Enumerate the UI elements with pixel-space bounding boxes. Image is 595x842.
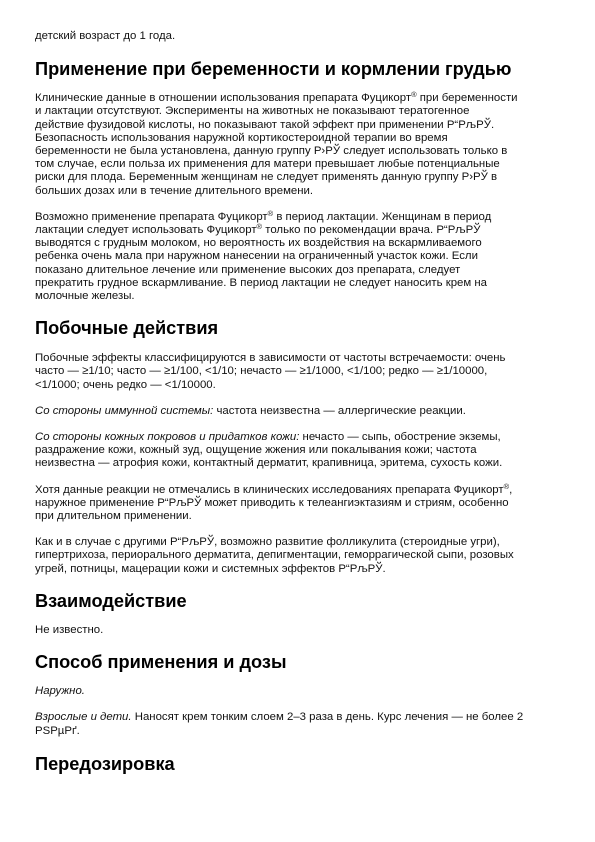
side-effects-paragraph-1: Побочные эффекты классифицируются в зависимости от частоты встречаемости: очень часто — ≥1/10; часто — ≥1/100, <1/10; нечасто — ≥1/1000, <1/100; редко — ≥1/10000, <1/1000; очень редко — <1/10000.	[35, 352, 506, 391]
immune-system-label: Со стороны иммунной системы:	[35, 404, 214, 417]
side-effects-p4-text-a: Хотя данные реакции не отмечались в клинических исследованиях препарата Фуцикорт	[35, 483, 504, 496]
side-effects-immune	[35, 405, 563, 418]
registered-mark: ®	[267, 208, 274, 218]
dosage-route: Наружно.	[35, 685, 85, 698]
adults-label: Взрослые и дети.	[35, 711, 132, 724]
side-effects-paragraph-5: Как и в случае с другими Р“РљРЎ, возможно развитие фолликулита (стероидные угри), гипертрихоза, периорального дерматита, депигментации, геморрагической сыпи, розовых угрей, потницы, мацерации кожи и системных эффектов Р“РљРЎ.	[35, 536, 514, 575]
pregnancy-p2-text-c: только по рекомендации врача. Р“РљРЎ выводятся с грудным молоком, но вероятность их воздействия на вскармливаемого ребенка очень мала при наружном нанесении на ограниченный участок кожи. Если показано длительное лечение или применение высоких доз препарата, следует прекратить грудное вскармливание. В период лактации не следует наносить крем на молочные железы.	[35, 224, 487, 303]
document-page	[35, 24, 563, 775]
skin-text: нечасто — сыпь, обострение экземы, раздражение кожи, кожный зуд, ощущение жжения или покалывания кожи; частота неизвестна — атрофия кожи, контактный дерматит, крапивница, эритема, сухость кожи.	[35, 431, 503, 470]
dosage-adults	[35, 711, 563, 737]
registered-mark: ®	[503, 481, 510, 491]
adults-text: Наносят крем тонким слоем 2–3 раза в день. Курс лечения — не более 2 РЅРµРґ.	[35, 711, 524, 737]
side-effects-p4-text-b: , наружное применение Р“РљРЎ может приводить к телеангиэктазиям и стриям, особенно при длительном применении.	[35, 483, 513, 523]
immune-system-text: частота неизвестна — аллергические реакции.	[213, 404, 466, 417]
side-effects-paragraph-4	[35, 481, 563, 524]
pregnancy-p2-text-a: Возможно применение препарата Фуцикорт	[35, 210, 268, 223]
section-heading-pregnancy: Применение при беременности и кормлении грудью	[35, 59, 512, 80]
section-heading-overdose: Передозировка	[35, 753, 175, 774]
section-heading-dosage: Способ применения и дозы	[35, 652, 287, 673]
pregnancy-p1-text-a: Клинические данные в отношении использования препарата Фуцикорт	[35, 92, 412, 105]
section-heading-interaction: Взаимодействие	[35, 590, 187, 611]
section-heading-side-effects: Побочные действия	[35, 318, 219, 339]
interaction-text: Не известно.	[35, 623, 104, 636]
pregnancy-paragraph-1	[35, 92, 563, 198]
pregnancy-p1-text-b: при беременности и лактации отсутствуют. Эксперименты на животных не показывают тератогенное действие фузидовой кислоты, но показывают такой эффект при применении Р“РљРЎ. Безопасность использования наружной кортикостероидной терапии во время беременности не была установлена, данную группу Р›РЎ следует использовать только в том случае, если польза их применения для матери превышает любые потенциальные риски для плода. Беременным женщинам не следует применять данную группу Р›РЎ в больших дозах или в течение длительного времени.	[35, 92, 518, 197]
side-effects-skin	[35, 431, 563, 471]
skin-label: Со стороны кожных покровов и придатков кожи:	[35, 431, 300, 444]
registered-mark: ®	[411, 90, 417, 100]
registered-mark: ®	[256, 222, 263, 232]
pregnancy-paragraph-2	[35, 208, 563, 303]
intro-line: детский возраст до 1 года.	[35, 30, 176, 42]
pregnancy-p2-text-b: в период лактации. Женщинам в период лактации следует использовать Фуцикорт	[35, 210, 492, 237]
